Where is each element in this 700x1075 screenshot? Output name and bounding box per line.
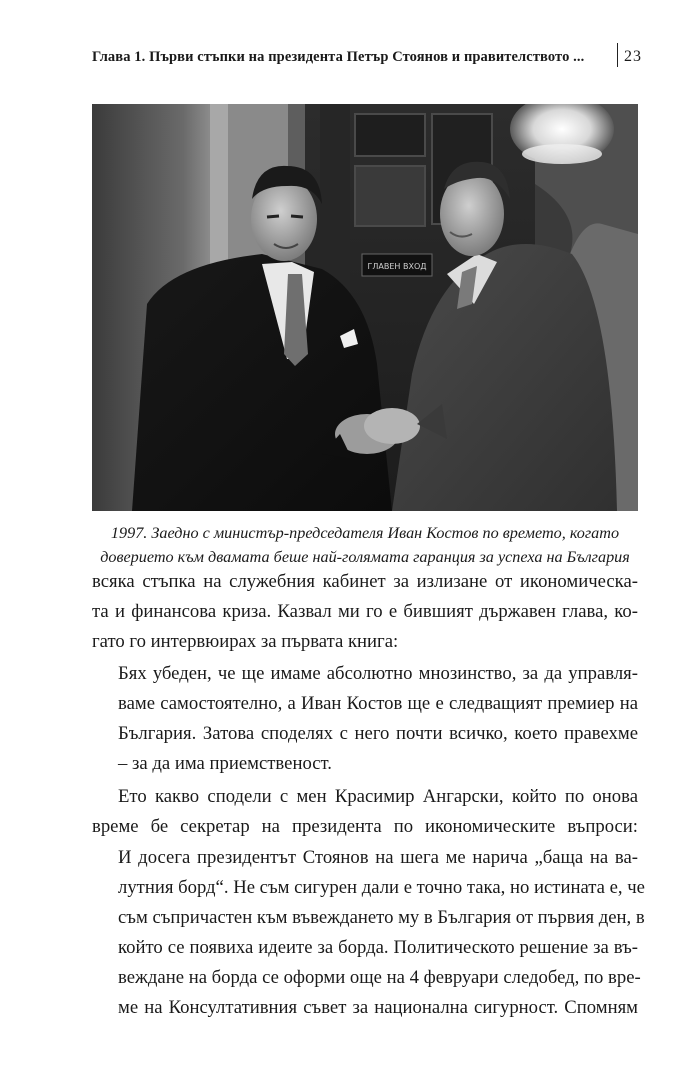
body-paragraph bbox=[92, 782, 638, 842]
text-line: ваме самостоятелно, а Иван Костов ще е следващият премиер на bbox=[118, 693, 638, 714]
text-line: съм съпричастен към въвеждането му в България от първия ден, в bbox=[118, 907, 645, 928]
text-line: И досега президентът Стоянов на шега ме нарича „баща на ва- bbox=[118, 847, 638, 868]
text-line: лутния борд“. Не съм сигурен дали е точно така, но истината е, че bbox=[118, 877, 645, 898]
entrance-sign-text: ГЛАВЕН ВХОД bbox=[367, 262, 427, 271]
caption-line: доверието към двамата беше най-голямата гаранция за успеха на България bbox=[100, 548, 630, 566]
running-head-title: Глава 1. Първи стъпки на президента Петър Стоянов и правителството ... bbox=[92, 49, 585, 65]
header-divider bbox=[617, 43, 618, 67]
text-line: който се появиха идеите за борда. Политическото решение за въ- bbox=[118, 937, 638, 958]
caption-line: 1997. Заедно с министър-председателя Иван Костов по времето, когато bbox=[110, 524, 620, 542]
text-line: Бях убеден, че ще имаме абсолютно мнозинство, за да управля- bbox=[118, 663, 638, 684]
text-line: време бе секретар на президента по икономическите въпроси: bbox=[92, 816, 638, 837]
text-line: гато го интервюирах за първата книга: bbox=[92, 631, 399, 652]
text-line: Ето какво сподели с мен Красимир Ангарски, който по онова bbox=[118, 786, 638, 807]
photo-caption bbox=[92, 521, 638, 569]
text-line: всяка стъпка на служебния кабинет за излизане от икономическа- bbox=[92, 571, 638, 592]
text-line: веждане на борда се оформи още на 4 февруари следобед, по вре- bbox=[118, 967, 641, 988]
text-line: та и финансова криза. Казвал ми го е бившият държавен глава, ко- bbox=[92, 601, 638, 622]
text-line: България. Затова споделях с него почти всичко, което правехме bbox=[118, 723, 638, 744]
text-line: ме на Консултативния съвет за национална сигурност. Спомням bbox=[118, 997, 638, 1018]
body-paragraph bbox=[92, 567, 638, 657]
block-quote bbox=[118, 843, 645, 1023]
text-line: – за да има приемственост. bbox=[118, 753, 332, 774]
block-quote bbox=[118, 659, 638, 779]
page-number: 23 bbox=[624, 48, 642, 65]
photo-handshake bbox=[92, 104, 638, 511]
